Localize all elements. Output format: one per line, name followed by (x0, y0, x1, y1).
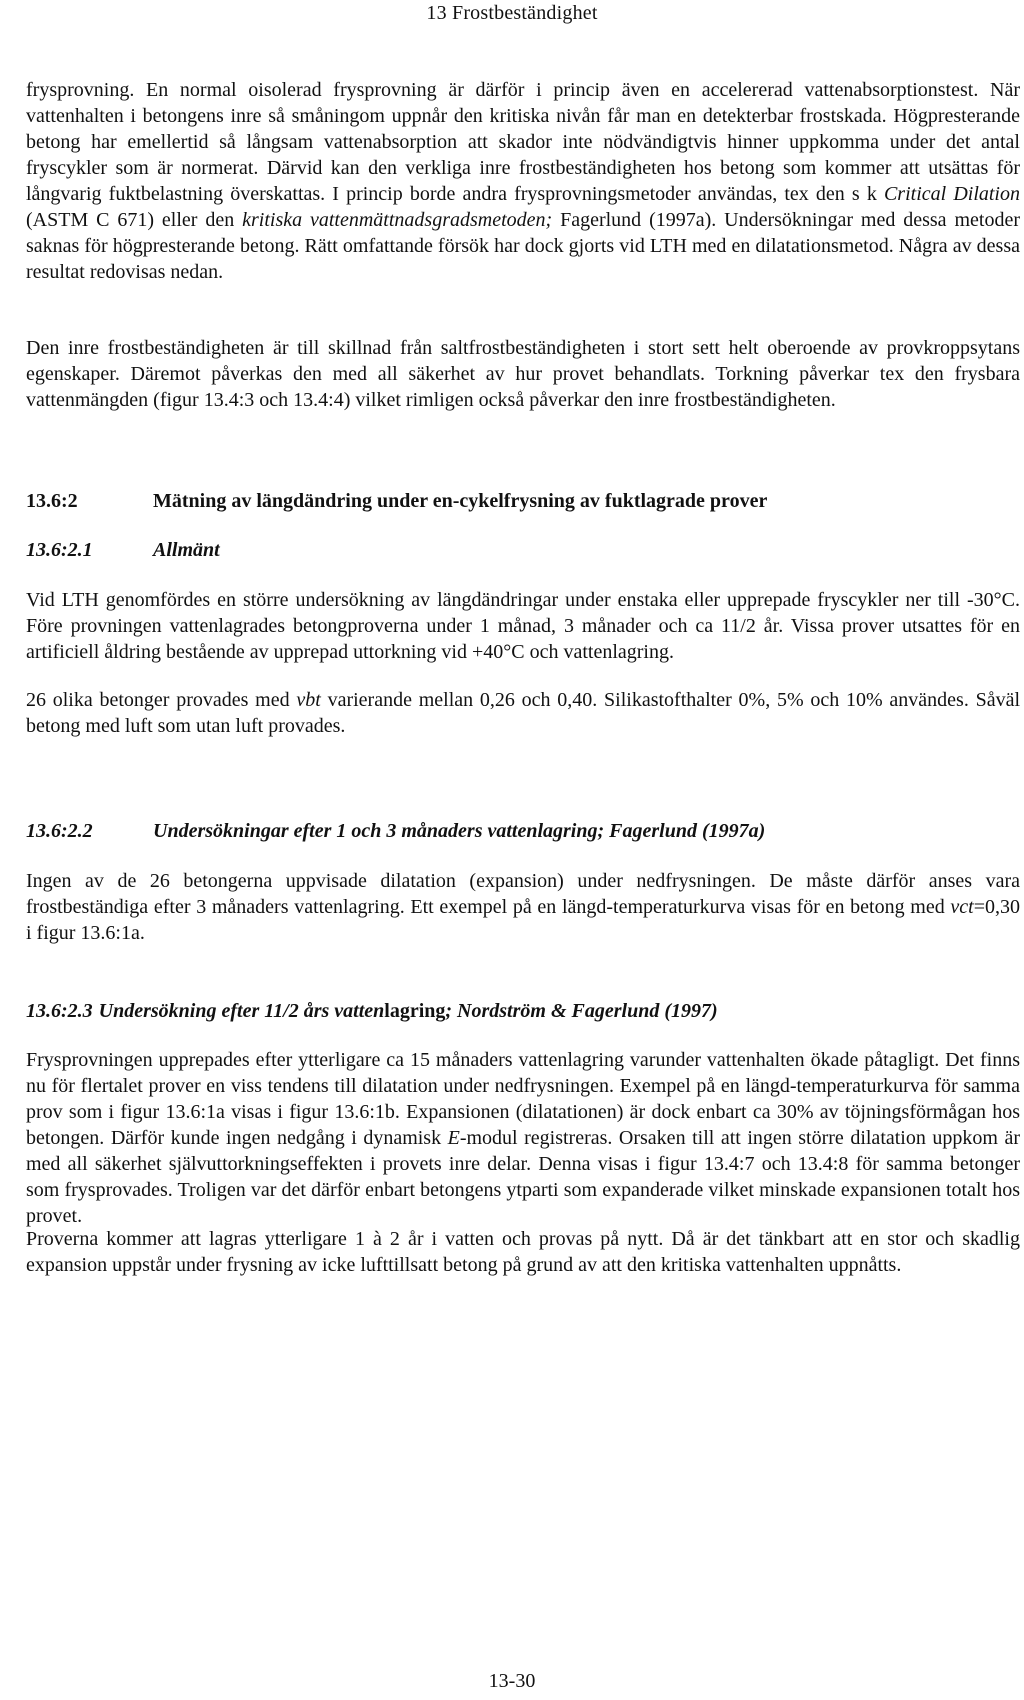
paragraph-text: Ingen av de 26 betongerna uppvisade dilatation (expansion) under nedfrysningen. De måste därför anses vara frostbeständiga efter 3 månaders vattenlagring. Ett exempel på en längd-temperaturkurva visas för en betong med (26, 870, 1020, 918)
section-heading-13-6-2-3 (26, 998, 1020, 1024)
italic-term: E (447, 1127, 460, 1149)
paragraph-text: -modul registreras. Orsaken till att ingen större dilatation uppkom är med all säkerhet självuttorkningseffekten i provets inre delar. Denna visas i figur 13.4:7 och 13.4:8 för samma betonger som frysprovades. Troligen var det därför enbart betongens ytparti som expanderade vilket minskade expansionen totalt hos provet. (26, 1127, 1020, 1227)
italic-term: vbt (296, 689, 321, 711)
section-number: 13.6:2.1 (26, 539, 93, 561)
paragraph-text: =0,30 i figur 13.6:1a. (26, 896, 1020, 944)
paragraph-text: Fagerlund (1997a). Undersökningar med dessa metoder saknas för högpresterande betong. Rätt omfattande försök har dock gjorts vid LTH med en dilatationsmetod. Några av dessa resultat redovisas nedan. (26, 209, 1020, 283)
section-number: 13.6:2.2 (26, 820, 93, 842)
running-header: 13 Frostbeständighet (426, 2, 598, 24)
paragraph-text: frysprovning. En normal oisolerad frysprovning är därför i princip även en accelererad vattenabsorptionstest. När vattenhalten i betongens inre så småningom uppnår den kritiska nivån får man en detekterbar frostskada. Högpresterande betong har emellertid så långsam vattenabsorption att skador inte nödvändigtvis hinner uppkomma under det antal fryscykler som är normerat. Därvid kan den verkliga inre frostbeständigheten hos betong som kommer att utsättas för långvarig fuktbelastning överskattas. I princip borde andra frysprovningsmetoder användas, tex den s k (26, 79, 1020, 205)
paragraph-ingen-av-de-26 (26, 868, 1020, 946)
italic-term: Critical Dilation (883, 183, 1020, 205)
paragraph-text: (ASTM C 671) eller den (26, 209, 243, 231)
page-number: 13-30 (488, 1670, 536, 1692)
paragraph-proverna-kommer: Proverna kommer att lagras ytterligare 1 à 2 år i vatten och provas på nytt. Då är det tänkbart att en stor och skadlig expansion uppstår under frysning av icke lufttillsatt betong på grund av att den kritiska vattenhalten uppnåtts. (26, 1228, 1020, 1276)
paragraph-text: 26 olika betonger provades med (26, 689, 297, 711)
paragraph-text: Frysprovningen upprepades efter ytterligare ca 15 månaders vattenlagring varunder vattenhalten ökade påtagligt. Det finns nu för flertalet prover en viss tendens till dilatation under nedfrysningen. Exempel på en längd-temperaturkurva för samma prov som i figur 13.6:1a visas i figur 13.6:1b. Expansionen (dilatationen) är dock enbart ca 30% av töjningsförmågan hos betongen. Därför kunde ingen nedgång i dynamisk (26, 1049, 1020, 1149)
section-heading-13-6-2-1 (26, 537, 1020, 563)
italic-term: vct (950, 896, 974, 918)
paragraph-text: varierande mellan 0,26 och 0,40. Silikastofthalter 0%, 5% och 10% användes. Såväl betong med luft som utan luft provades. (26, 689, 1021, 737)
section-heading-13-6-2-2 (26, 818, 1020, 844)
section-title: lagring (384, 1000, 446, 1022)
section-title: Allmänt (153, 539, 220, 561)
section-title: ; Nordström & Fagerlund (1997) (445, 1000, 718, 1022)
paragraph-frysprovningen-upprepades (26, 1047, 1020, 1229)
section-heading-13-6-2 (26, 488, 1020, 514)
paragraph-vid-lth: Vid LTH genomfördes en större undersökning av längdändringar under enstaka eller upprepade fryscykler ner till -30°C. Före provningen vattenlagrades betongproverna under 1 månad, 3 månader och ca 11/2 år. Vissa prover utsattes för en artificiell åldring bestående av upprepad uttorkning vid +40°C och vattenlagring. (26, 589, 1020, 663)
section-number: 13.6:2 (26, 490, 78, 512)
section-title: Undersökning efter 11/2 års (98, 1000, 335, 1022)
section-title: Mätning av längdändring under en-cykelfrysning av fuktlagrade prover (153, 490, 768, 512)
section-number: 13.6:2.3 (26, 1000, 93, 1022)
paragraph-inre-frostbestandighet: Den inre frostbeständigheten är till skillnad från saltfrostbeständigheten i stort sett helt oberoende av provkroppsytans egenskaper. Däremot påverkas den med all säkerhet av hur provet behandlats. Torkning påverkar tex den frysbara vattenmängden (figur 13.4:3 och 13.4:4) vilket rimligen också påverkar den inre frostbeständigheten. (26, 337, 1020, 411)
paragraph-26-betonger (26, 687, 1020, 739)
italic-term: kritiska vattenmättnadsgradsmetoden; (242, 209, 553, 231)
section-title: Undersökningar efter 1 och 3 månaders vattenlagring; Fagerlund (1997a) (153, 820, 766, 842)
paragraph-frysprovning (26, 77, 1020, 285)
section-title: vatten (334, 1000, 385, 1022)
